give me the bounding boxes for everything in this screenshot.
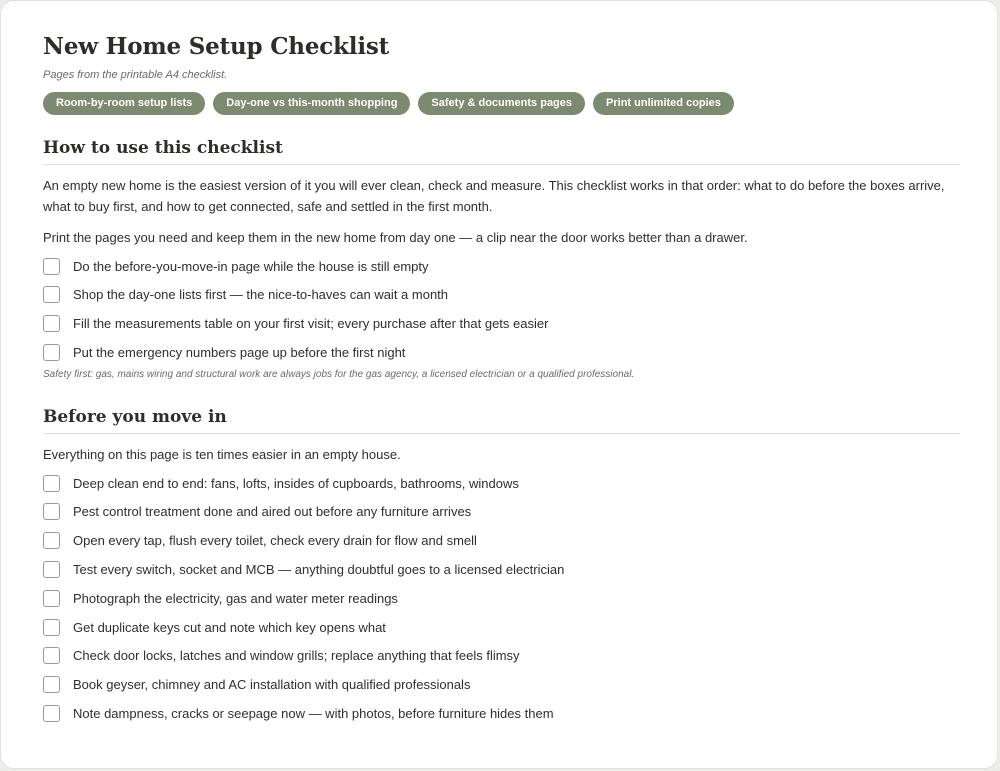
- checklist-item: [43, 531, 960, 551]
- how-to-use-checklist: [43, 256, 960, 362]
- checklist-item-label: Open every tap, flush every toilet, check every drain for flow and smell: [73, 533, 477, 549]
- checklist-item: [43, 473, 960, 493]
- checklist-item-label: Shop the day-one lists first — the nice-to-haves can wait a month: [73, 287, 449, 303]
- how-to-use-intro: An empty new home is the easiest version of it you will ever clean, check and measure. This checklist works in that order: what to do before the boxes arrive, what to buy first, and how to get connected, safe and settled in the first month.: [43, 178, 945, 214]
- before-move-in-checklist: [43, 473, 960, 723]
- checklist-item: [43, 502, 960, 522]
- checklist-item: [43, 675, 960, 695]
- checkbox[interactable]: [43, 619, 60, 636]
- checklist-item-label: Do the before-you-move-in page while the house is still empty: [73, 258, 429, 274]
- checklist-item-label: Put the emergency numbers page up before the first night: [73, 344, 406, 360]
- checkbox[interactable]: [43, 532, 60, 549]
- checklist-item: [43, 588, 960, 608]
- checkbox[interactable]: [43, 475, 60, 492]
- checkbox[interactable]: [43, 258, 60, 275]
- checklist-item: [43, 617, 960, 637]
- checklist-item-label: Fill the measurements table on your first visit; every purchase after that gets easier: [73, 316, 549, 332]
- checklist-item-label: Get duplicate keys cut and note which key opens what: [73, 619, 386, 635]
- checklist-item: [43, 314, 960, 334]
- checklist-item-label: Book geyser, chimney and AC installation with qualified professionals: [73, 677, 471, 693]
- checklist-item: [43, 646, 960, 666]
- checklist-item-label: Test every switch, socket and MCB — anything doubtful goes to a licensed electrician: [73, 562, 565, 578]
- tag-shopping[interactable]: Day-one vs this-month shopping: [213, 92, 410, 115]
- checklist-item-label: Pest control treatment done and aired out before any furniture arrives: [73, 504, 472, 520]
- checkbox[interactable]: [43, 561, 60, 578]
- tag-safety-documents[interactable]: Safety & documents pages: [418, 92, 585, 115]
- checklist-item-label: Note dampness, cracks or seepage now — with photos, before furniture hides them: [73, 706, 554, 722]
- feature-tags: [43, 92, 960, 115]
- checkbox[interactable]: [43, 676, 60, 693]
- checklist-item-label: Photograph the electricity, gas and water meter readings: [73, 590, 398, 606]
- checklist-item: [43, 285, 960, 305]
- checkbox[interactable]: [43, 590, 60, 607]
- page-title: New Home Setup Checklist: [43, 33, 390, 60]
- tag-print-copies[interactable]: Print unlimited copies: [593, 92, 734, 115]
- checkbox[interactable]: [43, 647, 60, 664]
- safety-note: Safety first: gas, mains wiring and structural work are always jobs for the gas agency, a licensed electrician or a qualified professional.: [43, 369, 635, 381]
- checklist-content: [43, 31, 960, 732]
- before-move-in-intro: Everything on this page is ten times easier in an empty house.: [43, 447, 401, 463]
- checklist-item: [43, 704, 960, 724]
- checkbox[interactable]: [43, 503, 60, 520]
- tag-room-by-room[interactable]: Room-by-room setup lists: [43, 92, 205, 115]
- checklist-item: [43, 560, 960, 580]
- print-note: Print the pages you need and keep them in the new home from day one — a clip near the door works better than a drawer.: [43, 230, 748, 245]
- checklist-item: [43, 256, 960, 276]
- checklist-item: [43, 342, 960, 362]
- page-subtitle: Pages from the printable A4 checklist.: [43, 69, 228, 81]
- checkbox[interactable]: [43, 705, 60, 722]
- checklist-item-label: Deep clean end to end: fans, lofts, insides of cupboards, bathrooms, windows: [73, 475, 519, 491]
- checkbox[interactable]: [43, 286, 60, 303]
- section-heading-how-to-use: How to use this checklist: [43, 136, 960, 165]
- checklist-item-label: Check door locks, latches and window grills; replace anything that feels flimsy: [73, 648, 520, 664]
- checkbox[interactable]: [43, 315, 60, 332]
- section-heading-before-move-in: Before you move in: [43, 405, 960, 434]
- checkbox[interactable]: [43, 344, 60, 361]
